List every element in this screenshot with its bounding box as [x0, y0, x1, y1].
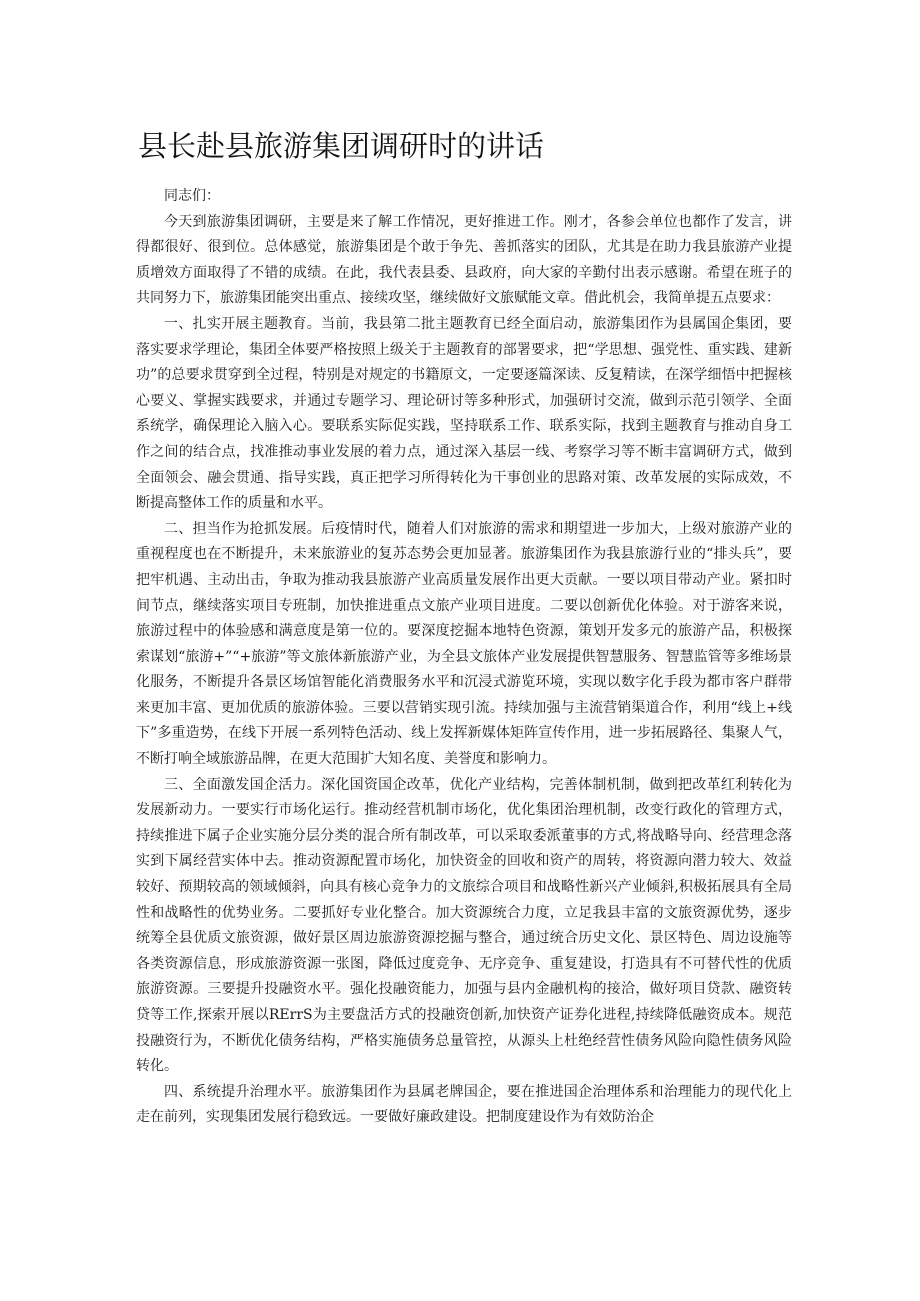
paragraph-section-4: 四、系统提升治理水平。旅游集团作为县属老牌国企，要在推进国企治理体系和治理能力的现代化上走在前列，实现集团发展行稳致远。一要做好廉政建设。把制度建设作为有效防治企: [136, 1083, 792, 1126]
paragraph-section-1: 一、扎实开展主题教育。当前，我县第二批主题教育已经全面启动，旅游集团作为县属国企集团，要落实要求学理论，集团全体要严格按照上级关于主题教育的部署要求，把“学思想、强党性、重实践、建新功”的总要求贯穿到全过程，特别是对规定的书籍原文，一定要逐篇深读、反复精读，在深学细悟中把握核心要义、掌握实践要求，并通过专题学习、理论研讨等多种形式，加强研讨交流，做到示范引领学、全面系统学，确保理论入脑入心。要联系实际促实践，坚持联系工作、联系实际，找到主题教育与推动自身工作之间的结合点，找准推动事业发展的着力点，通过深入基层一线、考察学习等不断丰富调研方式，做到全面领会、融会贯通、指导实践，真正把学习所得转化为干事创业的思路对策、改革发展的实际成效，不断提高整体工作的质量和水平。: [136, 315, 792, 512]
paragraph-section-3: 三、全面激发国企活力。深化国资国企改革，优化产业结构，完善体制机制，做到把改革红利转化为发展新动力。一要实行市场化运行。推动经营机制市场化，优化集团治理机制，改变行政化的管理方式，持续推进下属子企业实施分层分类的混合所有制改革，可以采取委派董事的方式,将战略导向、经营理念落实到下属经营实体中去。推动资源配置市场化，加快资金的回收和资产的周转，将资源向潜力较大、效益较好、预期较高的领域倾斜，向具有核心竞争力的文旅综合项目和战略性新兴产业倾斜,积极拓展具有全局性和战略性的优势业务。二要抓好专业化整合。加大资源统合力度，立足我县丰富的文旅资源优势，逐步统筹全县优质文旅资源，做好景区周边旅游资源挖掘与整合，通过统合历史文化、景区特色、周边设施等各类资源信息，形成旅游资源一张图，降低过度竞争、无序竞争、重复建设，打造具有不可替代性的优质旅游资源。三要提升投融资水平。强化投融资能力，加强与县内金融机构的接洽，做好项目贷款、融资转贷等工作,探索开展以RErrS为主要盘活方式的投融资创新,加快资产证券化进程,持续降低融资成本。规范投融资行为，不断优化债务结构，严格实施债务总量管控，从源头上杜绝经营性债务风险向隐性债务风险转化。: [136, 776, 792, 1075]
document-page: [136, 128, 792, 1131]
document-title: 县长赴县旅游集团调研时的讲话: [138, 129, 545, 163]
salutation: 同志们：: [164, 188, 220, 204]
paragraph-section-2: 二、担当作为抢抓发展。后疫情时代，随着人们对旅游的需求和期望进一步加大，上级对旅游产业的重视程度也在不断提升，未来旅游业的复苏态势会更加显著。旅游集团作为我县旅游行业的“排头兵”，要把牢机遇、主动出击，争取为推动我县旅游产业高质量发展作出更大贡献。一要以项目带动产业。紧扣时间节点，继续落实项目专班制，加快推进重点文旅产业项目进度。二要以创新优化体验。对于游客来说，旅游过程中的体验感和满意度是第一位的。要深度挖掘本地特色资源，策划开发多元的旅游产品，积极探索谋划“旅游+”“+旅游”等文旅体新旅游产业，为全县文旅体产业发展提供智慧服务、智慧监管等多维场景化服务，不断提升各景区场馆智能化消费服务水平和沉浸式游览环境，实现以数字化手段为都市客户群带来更加丰富、更加优质的旅游体验。三要以营销实现引流。持续加强与主流营销渠道合作，利用“线上+线下”多重造势，在线下开展一系列特色活动、线上发挥新媒体矩阵宣传作用，进一步拓展路径、集聚人气，不断打响全域旅游品牌，在更大范围扩大知名度、美誉度和影响力。: [136, 520, 792, 768]
paragraph-intro: 今天到旅游集团调研，主要是来了解工作情况，更好推进工作。刚才，各参会单位也都作了发言，讲得都很好、很到位。总体感觉，旅游集团是个敢于争先、善抓落实的团队，尤其是在助力我县旅游产业提质增效方面取得了不错的成绩。在此，我代表县委、县政府，向大家的辛勤付出表示感谢。希望在班子的共同努力下，旅游集团能突出重点、接续攻坚，继续做好文旅赋能文章。借此机会，我简单提五点要求：: [136, 213, 792, 307]
